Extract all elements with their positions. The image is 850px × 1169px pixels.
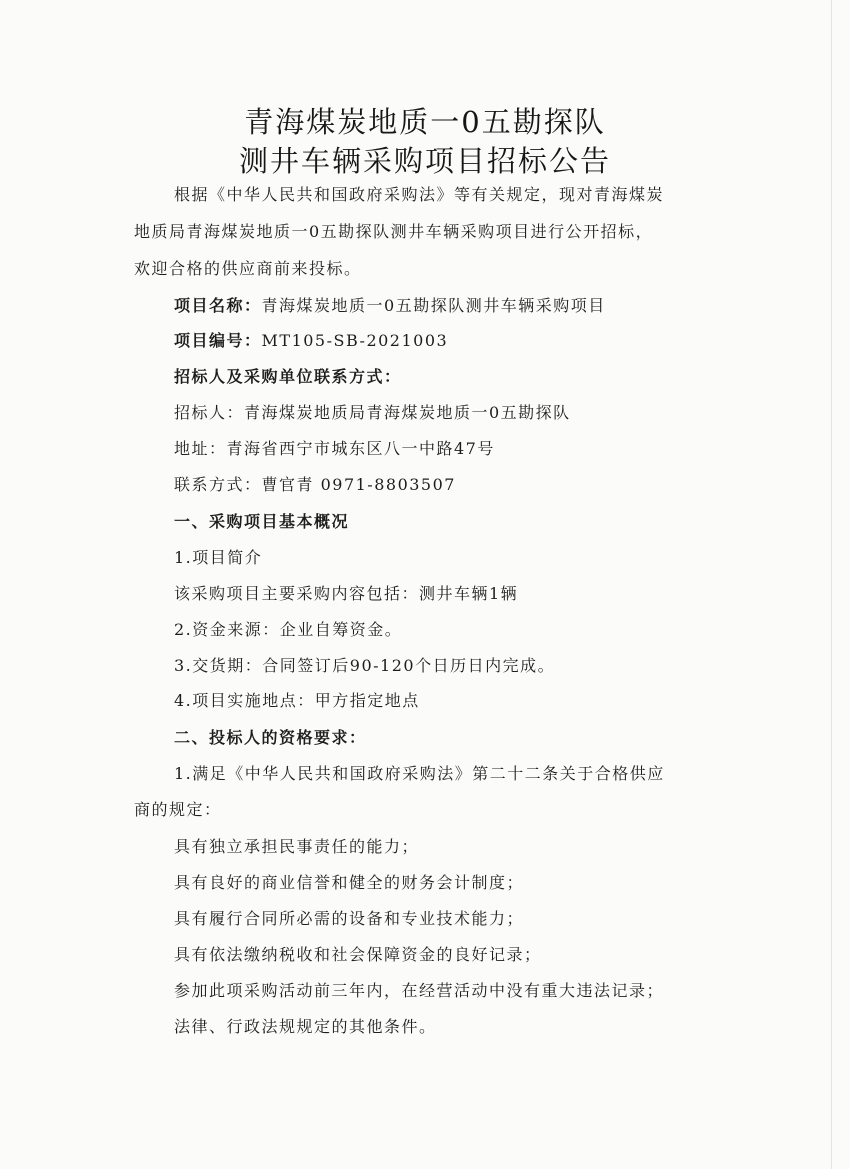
project-name-value: 青海煤炭地质一0五勘探队测井车辆采购项目 xyxy=(261,296,606,315)
document-title-line1: 青海煤炭地质一0五勘探队 xyxy=(244,105,606,139)
qualification-condition: 具有良好的商业信誉和健全的财务会计制度； xyxy=(174,873,525,892)
section1-item: 1.项目简介 xyxy=(174,548,263,567)
project-number-label: 项目编号： xyxy=(174,331,262,350)
section1-item: 4.项目实施地点：甲方指定地点 xyxy=(174,691,420,710)
qualification-condition: 具有履行合同所必需的设备和专业技术能力； xyxy=(174,909,525,928)
project-number-value: MT105-SB-2021003 xyxy=(261,331,449,350)
document-title-line2: 测井车辆采购项目招标公告 xyxy=(238,144,611,178)
project-name-label: 项目名称： xyxy=(174,296,262,315)
section1-item: 2.资金来源：企业自筹资金。 xyxy=(174,620,403,639)
section1-heading: 一、采购项目基本概况 xyxy=(174,512,350,531)
contact-line: 联系方式：曹官青 0971-8803507 xyxy=(174,475,456,494)
section1-item: 该采购项目主要采购内容包括：测井车辆1辆 xyxy=(174,584,519,603)
section1-item: 3.交货期：合同签订后90-120个日历日内完成。 xyxy=(174,656,556,675)
qualification-condition: 具有依法缴纳税收和社会保障资金的良好记录； xyxy=(174,945,542,964)
address-line: 地址：青海省西宁市城东区八一中路47号 xyxy=(174,439,495,458)
project-number-row xyxy=(174,331,448,351)
qualification-condition: 具有独立承担民事责任的能力； xyxy=(174,837,420,856)
qualification-condition: 参加此项采购活动前三年内，在经营活动中没有重大违法记录； xyxy=(174,981,665,1000)
project-name-row xyxy=(174,296,606,316)
tenderer-line: 招标人：青海煤炭地质局青海煤炭地质一0五勘探队 xyxy=(174,403,571,422)
intro-line-3: 欢迎合格的供应商前来投标。 xyxy=(134,259,362,278)
qualification-condition: 法律、行政法规规定的其他条件。 xyxy=(174,1017,437,1036)
section2-heading: 二、投标人的资格要求： xyxy=(174,728,367,747)
intro-line-2: 地质局青海煤炭地质一0五勘探队测井车辆采购项目进行公开招标， xyxy=(134,222,654,241)
section2-req1-line2: 商的规定： xyxy=(134,800,222,819)
section2-req1-line1: 1.满足《中华人民共和国政府采购法》第二十二条关于合格供应 xyxy=(174,764,665,783)
intro-line-1: 根据《中华人民共和国政府采购法》等有关规定，现对青海煤炭 xyxy=(174,185,665,204)
contact-heading: 招标人及采购单位联系方式： xyxy=(174,367,402,386)
